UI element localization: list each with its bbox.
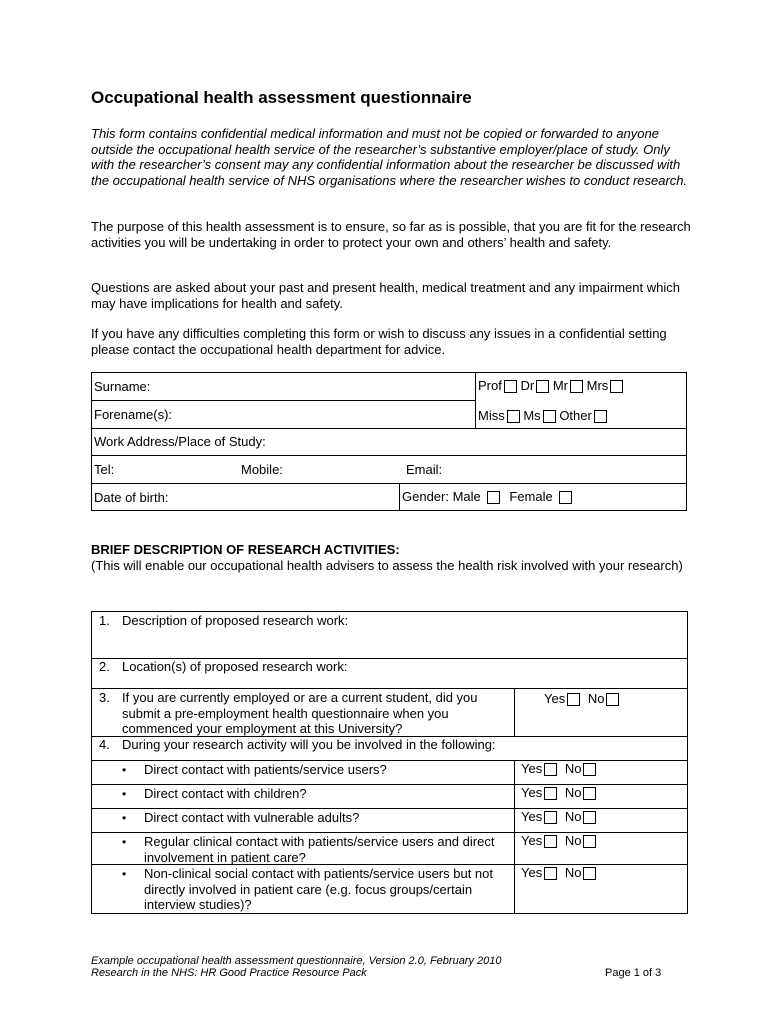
mr-checkbox[interactable] xyxy=(570,380,583,393)
item5-no-checkbox[interactable] xyxy=(583,867,596,880)
gender-options: Gender: Male Female xyxy=(402,489,572,504)
item-children-options: Yes No xyxy=(521,785,596,800)
item-clinical-options: Yes No xyxy=(521,833,596,848)
item-nonclinical-contact: Non-clinical social contact with patients/service users but not directly involved in patient care (e.g. focus groups/certain interview studies)? xyxy=(144,866,493,912)
footer-resource-pack: Research in the NHS: HR Good Practice Resource Pack xyxy=(91,967,367,979)
miss-checkbox[interactable] xyxy=(507,410,520,423)
q3-no-checkbox[interactable] xyxy=(606,693,619,706)
footer-version: Example occupational health assessment questionnaire, Version 2.0, February 2010 xyxy=(91,955,502,967)
section-subtext: (This will enable our occupational health advisers to assess the health risk involved with your research) xyxy=(91,558,683,573)
email-label: Email: xyxy=(406,462,443,477)
bullet: • xyxy=(122,811,127,825)
page-title: Occupational health assessment questionnaire xyxy=(91,88,472,107)
q1-number: 1. xyxy=(99,613,110,628)
item3-yes-checkbox[interactable] xyxy=(544,811,557,824)
questions-paragraph: Questions are asked about your past and present health, medical treatment and any impairment which may have implications for health and safety. xyxy=(91,280,680,311)
dob-label: Date of birth: xyxy=(94,490,169,505)
contact-paragraph: If you have any difficulties completing this form or wish to discuss any issues in a confidential setting please contact the occupational health department for advice. xyxy=(91,326,667,357)
surname-label: Surname: xyxy=(94,379,151,394)
female-checkbox[interactable] xyxy=(559,491,572,504)
q4-label: During your research activity will you be involved in the following: xyxy=(122,737,496,752)
item-patients: Direct contact with patients/service users? xyxy=(144,762,387,777)
forename-label: Forename(s): xyxy=(94,407,173,422)
q1-label: Description of proposed research work: xyxy=(122,613,349,628)
item4-no-checkbox[interactable] xyxy=(583,835,596,848)
q3-yes-checkbox[interactable] xyxy=(567,693,580,706)
confidentiality-notice: This form contains confidential medical information and must not be copied or forwarded to anyone outside the occupational health service of the researcher’s substantive employer/place of study. Only with the researcher’s consent may any confidential information about the researcher be discussed with the occupational health service of NHS organisations where the researcher wishes to conduct research. xyxy=(91,126,688,188)
male-checkbox[interactable] xyxy=(487,491,500,504)
bullet: • xyxy=(122,867,127,881)
q3-options: Yes No xyxy=(544,691,619,706)
item5-yes-checkbox[interactable] xyxy=(544,867,557,880)
item2-yes-checkbox[interactable] xyxy=(544,787,557,800)
q2-label: Location(s) of proposed research work: xyxy=(122,659,348,674)
purpose-paragraph: The purpose of this health assessment is to ensure, so far as is possible, that you are fit for the research activities you will be undertaking in order to protect your own and others’ health and safety. xyxy=(91,219,691,250)
q2-number: 2. xyxy=(99,659,110,674)
item-children: Direct contact with children? xyxy=(144,786,307,801)
bullet: • xyxy=(122,763,127,777)
title-options-row1: Prof Dr Mr Mrs xyxy=(478,378,623,393)
q4-number: 4. xyxy=(99,737,110,752)
section-heading: BRIEF DESCRIPTION OF RESEARCH ACTIVITIES: xyxy=(91,542,400,557)
mobile-label: Mobile: xyxy=(241,462,283,477)
item4-yes-checkbox[interactable] xyxy=(544,835,557,848)
item2-no-checkbox[interactable] xyxy=(583,787,596,800)
other-checkbox[interactable] xyxy=(594,410,607,423)
title-options-row2: Miss Ms Other xyxy=(478,408,607,423)
bullet: • xyxy=(122,835,127,849)
item3-no-checkbox[interactable] xyxy=(583,811,596,824)
dr-checkbox[interactable] xyxy=(536,380,549,393)
ms-checkbox[interactable] xyxy=(543,410,556,423)
item-nonclinical-options: Yes No xyxy=(521,865,596,880)
item-patients-options: Yes No xyxy=(521,761,596,776)
q3-number: 3. xyxy=(99,690,110,705)
q3-label: If you are currently employed or are a current student, did you submit a pre-employment health questionnaire when you commenced your employment at this University? xyxy=(122,690,478,736)
mrs-checkbox[interactable] xyxy=(610,380,623,393)
item-vulnerable-adults: Direct contact with vulnerable adults? xyxy=(144,810,360,825)
work-address-label: Work Address/Place of Study: xyxy=(94,434,266,449)
item-clinical-contact: Regular clinical contact with patients/service users and direct involvement in patient care? xyxy=(144,834,495,865)
prof-checkbox[interactable] xyxy=(504,380,517,393)
page-number: Page 1 of 3 xyxy=(605,967,662,979)
tel-label: Tel: xyxy=(94,462,115,477)
item-vulnerable-options: Yes No xyxy=(521,809,596,824)
bullet: • xyxy=(122,787,127,801)
item1-yes-checkbox[interactable] xyxy=(544,763,557,776)
item1-no-checkbox[interactable] xyxy=(583,763,596,776)
